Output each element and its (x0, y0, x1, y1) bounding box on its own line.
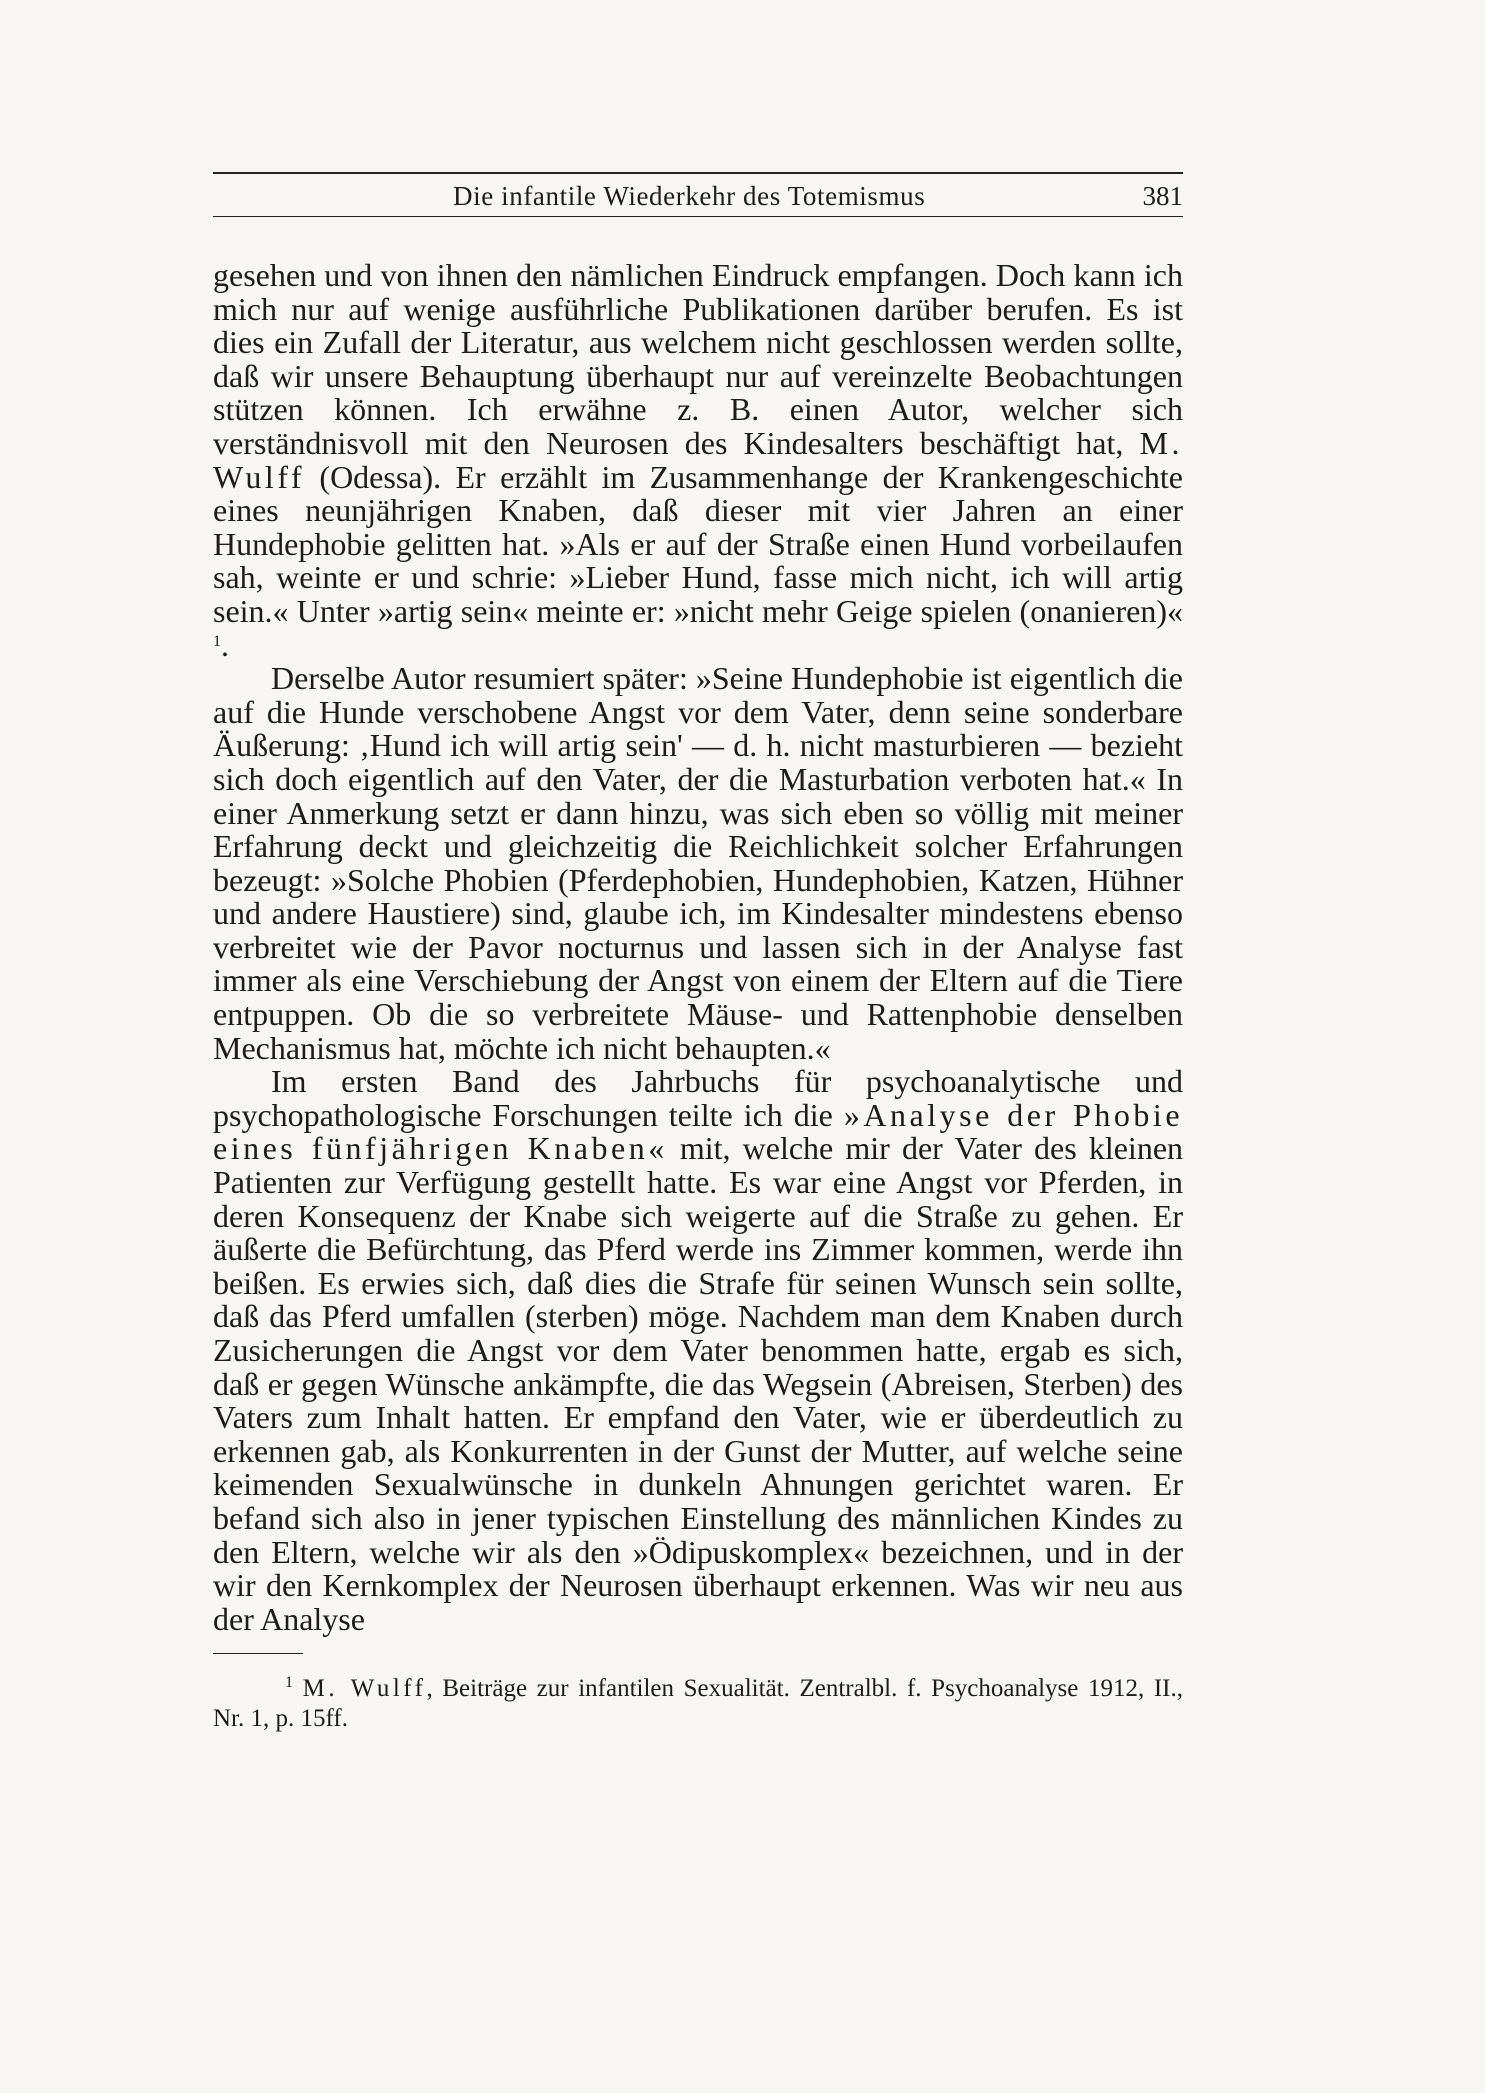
footnote-mark: 1 (285, 1674, 293, 1692)
author-name: M. Wulff (213, 424, 1184, 495)
footnote-rule (213, 1653, 303, 1654)
footnote-body (213, 1668, 1183, 1734)
footnote (213, 1668, 1183, 1734)
footnote-text: , Beiträge zur infantilen Sexualität. Zentralbl. f. Psychoanalyse 1912, II., Nr. 1, p. 15ff. (213, 1675, 1183, 1733)
cited-work-title: »Analyse der Phobie eines fünfjährigen Knaben« (213, 1096, 1184, 1167)
page (213, 172, 1183, 1734)
body-text (213, 259, 1183, 1636)
paragraph-3 (213, 1065, 1183, 1636)
footnote-reference: 1 (213, 632, 221, 650)
paragraph-1 (213, 259, 1183, 662)
paragraph-1-rest: (Odessa). Er erzählt im Zusammenhange der Krankengeschichte eines neunjährigen Knaben, daß dieser mit vier Jahren an einer Hundephobie gelitten hat. »Als er auf der Straße einen Hund vorbeilaufen sah, weinte er und schrie: »Lieber Hund, fasse mich nicht, ich will artig sein.« Unter »artig sein« meinte er: »nicht mehr Geige spielen (onanieren)« (213, 458, 1183, 629)
header-bottom-rule (213, 216, 1183, 217)
running-header (213, 174, 1183, 214)
page-number: 381 (1142, 181, 1183, 211)
running-title: Die infantile Wiederkehr des Totemismus (453, 181, 926, 211)
paragraph-1-end: . (221, 626, 229, 663)
paragraph-3-start: Im ersten Band des Jahrbuchs für psychoanalytische und psychopathologische Forschungen teilte ich die (213, 1063, 1183, 1133)
footnote-author: M. Wulff (302, 1675, 427, 1703)
paragraph-3-rest: mit, welche mir der Vater des kleinen Patienten zur Verfügung gestellt hatte. Es war eine Angst vor Pferden, in deren Konsequenz der Knabe sich weigerte auf die Straße zu gehen. Er äußerte die Befürchtung, das Pferd werde ins Zimmer kommen, werde ihn beißen. Es erwies sich, daß dies die Strafe für seinen Wunsch sein sollte, daß das Pferd umfallen (sterben) möge. Nachdem man dem Knaben durch Zusicherungen die Angst vor dem Vater benommen hatte, ergab es sich, daß er gegen Wünsche ankämpfte, die das Wegsein (Abreisen, Sterben) des Vaters zum Inhalt hatten. Er empfand den Vater, wie er überdeutlich zu erkennen gab, als Konkurrenten in der Gunst der Mutter, auf welche seine keimenden Sexualwünsche in dunkeln Ahnungen gerichtet waren. Er befand sich also in jener typischen Einstellung des männlichen Kindes zu den Eltern, welche wir als den »Ödipuskomplex« bezeichnen, und in der wir den Kernkomplex der Neurosen überhaupt erkennen. Was wir neu aus der Analyse (213, 1130, 1184, 1637)
paragraph-2: Derselbe Autor resumiert später: »Seine Hundephobie ist eigentlich die auf die Hunde verschobene Angst vor dem Vater, denn seine sonderbare Äußerung: ‚Hund ich will artig sein' — d. h. nicht masturbieren — bezieht sich doch eigentlich auf den Vater, der die Masturbation verboten hat.« In einer Anmerkung setzt er dann hinzu, was sich eben so völlig mit meiner Erfahrung deckt und gleichzeitig die Reichlichkeit solcher Erfahrungen bezeugt: »Solche Phobien (Pferdephobien, Hundephobien, Katzen, Hühner und andere Haustiere) sind, glaube ich, im Kindesalter mindestens ebenso verbreitet wie der Pavor nocturnus und lassen sich in der Analyse fast immer als eine Verschiebung der Angst von einem der Eltern auf die Tiere entpuppen. Ob die so verbreitete Mäuse- und Rattenphobie denselben Mechanismus hat, möchte ich nicht behaupten.« (213, 660, 1183, 1066)
paragraph-1-text: gesehen und von ihnen den nämlichen Eindruck empfangen. Doch kann ich mich nur auf wenige ausführliche Publikationen darüber berufen. Es ist dies ein Zufall der Literatur, aus welchem nicht geschlossen werden sollte, daß wir unsere Behauptung überhaupt nur auf vereinzelte Beobachtungen stützen können. Ich erwähne z. B. einen Autor, welcher sich verständnisvoll mit den Neurosen des Kindesalters beschäftigt hat, (213, 257, 1183, 461)
